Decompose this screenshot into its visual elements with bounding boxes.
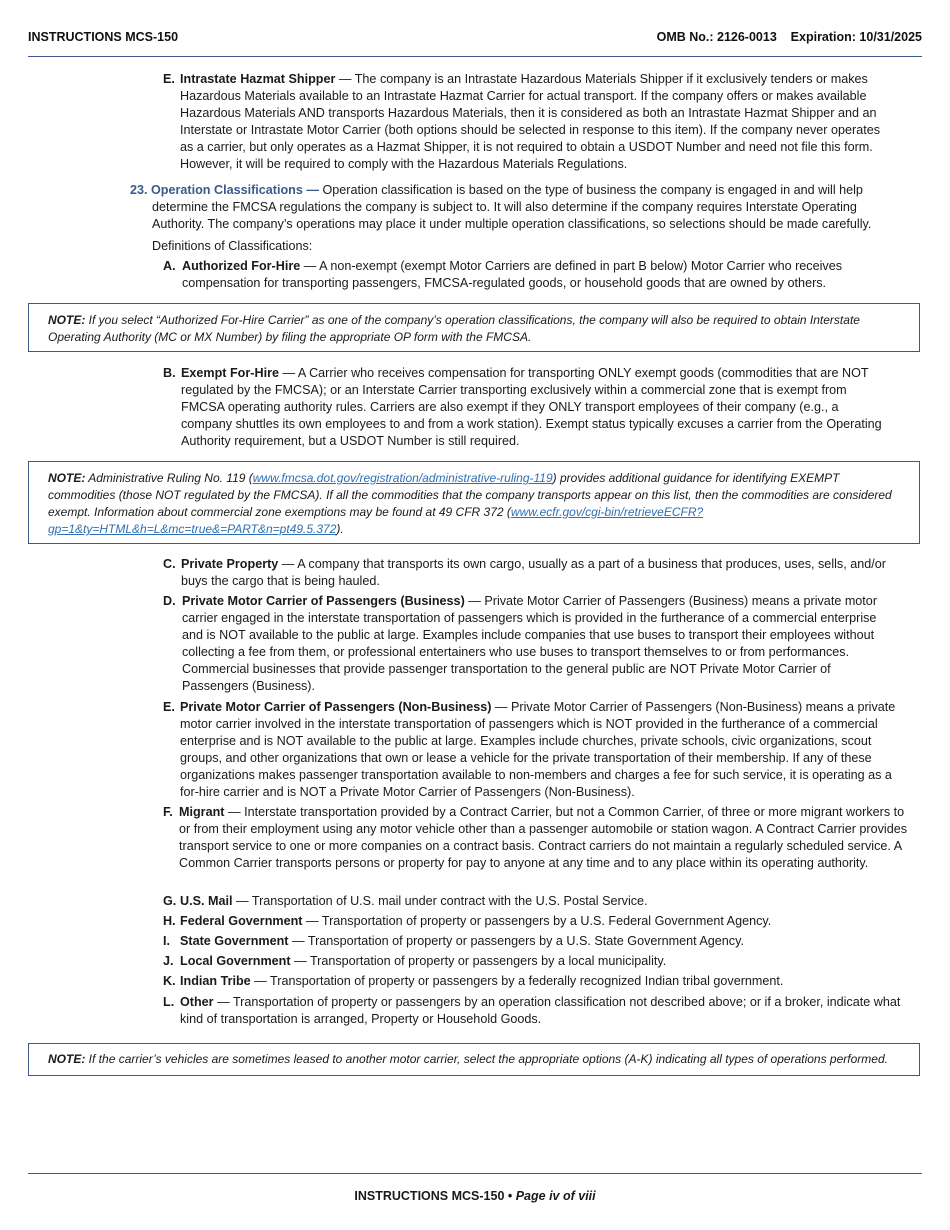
classification-a	[163, 258, 883, 292]
item-letter: K.	[163, 974, 176, 988]
classification-j	[163, 953, 903, 970]
note-text: If the carrier’s vehicles are sometimes leased to another motor carrier, select the appropriate options (A-K) indicating all types of operations performed.	[85, 1052, 888, 1066]
item-title: Private Property	[181, 557, 279, 571]
item-title: State Government	[180, 934, 289, 948]
item-text: — The company is an Intrastate Hazardous Materials Shipper if it exclusively tenders or makes Hazardous Materials available to an Intrastate Hazmat Carrier for actual transport. If the company offers or makes available Hazardous Materials AND transports Hazardous Materials, then it is considered as both an Intrastate Hazmat Shipper and an Interstate or Intrastate Motor Carrier (both options should be selected in response to this item). If the company never operates as a carrier, but only operates as a Hazmat Shipper, it is not required to obtain a USDOT Number and need not file this form. However, it will be required to comply with the Hazardous Materials Regulations.	[180, 72, 881, 171]
classification-g	[163, 893, 903, 910]
classification-h	[163, 913, 903, 930]
item-letter: C.	[163, 557, 176, 571]
ecfr-link[interactable]: www.ecfr.gov/cgi-bin/retrieveECFR?gp=1&ty=HTML&h=L&mc=true&=PART&n=pt49.5.372	[48, 505, 704, 536]
item-text: — Transportation of property or passengers by an operation classification not described above; or if a broker, indicate what kind of transportation is arranged, Property or Household Goods.	[180, 995, 901, 1026]
item-title: Local Government	[180, 954, 291, 968]
omb-expiration: OMB No.: 2126-0013 Expiration: 10/31/2025	[656, 30, 922, 44]
item-text: — Transportation of property or passengers by a federally recognized Indian tribal government.	[250, 974, 784, 988]
note-text: Administrative Ruling No. 119 (	[85, 471, 253, 485]
item-letter: I.	[163, 934, 170, 948]
item-letter: F.	[163, 805, 173, 819]
item-title: Exempt For-Hire	[181, 366, 279, 380]
page-footer	[0, 1189, 950, 1203]
item-text: — A company that transports its own cargo, usually as a part of a business that produces, uses, sells, and/or buys the cargo that is being hauled.	[181, 557, 886, 588]
classification-b	[163, 365, 885, 450]
note-label: NOTE:	[48, 313, 86, 327]
note-text: ) provides additional guidance for identifying EXEMPT commodities (those NOT regulated by the FMCSA). If all the commodities that the company transports appear on this list, then the commodities are considered exempt. Information about commercial zone exemptions may be found at 49 CFR 372 (	[48, 471, 892, 519]
classification-d	[163, 593, 893, 695]
item-letter: L.	[163, 995, 175, 1009]
page-number: Page iv of viii	[515, 1189, 596, 1203]
note-label: NOTE:	[48, 471, 86, 485]
item-title: Indian Tribe	[180, 974, 251, 988]
item-letter: J.	[163, 954, 174, 968]
definitions-label: Definitions of Classifications:	[152, 239, 313, 253]
item-text: — Private Motor Carrier of Passengers (Non-Business) means a private motor carrier involved in the interstate transportation of passengers which is NOT provided in the furtherance of a commercial enterprise and is NOT available to the public at large. Examples include churches, private schools, civic organizations, scout groups, and other organizations that own or lease a vehicle for the private transportation of their membership. If any of these organizations makes passenger transportation available to non-members and charges a fee for such service, it is operating as a for-hire carrier and is NOT a Private Motor Carrier of Passengers (Non-Business).	[180, 700, 896, 799]
footer-form-title: INSTRUCTIONS MCS-150 •	[354, 1189, 516, 1203]
note-text: If you select “Authorized For-Hire Carrier” as one of the company’s operation classifications, the company will also be required to obtain Interstate Operating Authority (MC or MX Number) by filing the appropriate OP form with the FMCSA.	[48, 313, 860, 344]
item-text: — Interstate transportation provided by a Contract Carrier, but not a Common Carrier, of three or more migrant workers to or from their employment using any motor vehicle other than a passenger automobile or station wagon. A Contract Carrier provides transport service to one or more companies on a contract basis. Contract carriers do not maintain a regularly scheduled service. A Common Carrier transports persons or property for pay to anyone at any time and to any place within its operating authority.	[179, 805, 908, 870]
item-text: — A non-exempt (exempt Motor Carriers are defined in part B below) Motor Carrier who receives compensation for transporting passengers, FMCSA-regulated goods, or household goods that are owned by others.	[182, 259, 842, 290]
section-23	[130, 182, 905, 233]
admin-ruling-link[interactable]: www.fmcsa.dot.gov/registration/administrative-ruling-119	[252, 471, 553, 485]
item-letter: H.	[163, 914, 176, 928]
item-title: Authorized For-Hire	[182, 259, 301, 273]
classification-e	[163, 699, 898, 801]
item-text: — Transportation of property or passengers by a local municipality.	[290, 954, 667, 968]
classification-k	[163, 973, 903, 990]
item-title: Intrastate Hazmat Shipper	[180, 72, 336, 86]
note-administrative-ruling	[28, 461, 920, 544]
footer-divider	[28, 1173, 922, 1174]
item-intrastate-hazmat-shipper	[163, 71, 891, 173]
item-title: Private Motor Carrier of Passengers (Non-Business)	[180, 700, 492, 714]
item-letter: D.	[163, 594, 176, 608]
note-text: ).	[336, 522, 344, 536]
classification-f	[163, 804, 908, 872]
item-letter: E.	[163, 72, 175, 86]
item-letter: B.	[163, 366, 176, 380]
item-letter: G.	[163, 894, 177, 908]
item-text: — Transportation of U.S. mail under contract with the U.S. Postal Service.	[232, 894, 648, 908]
classification-c	[163, 556, 908, 590]
item-letter: A.	[163, 259, 176, 273]
page-header	[28, 30, 922, 57]
item-title: Other	[180, 995, 214, 1009]
item-title: Private Motor Carrier of Passengers (Business)	[182, 594, 465, 608]
classification-l	[163, 994, 903, 1028]
item-title: Migrant	[179, 805, 225, 819]
item-letter: E.	[163, 700, 175, 714]
item-text: — Transportation of property or passengers by a U.S. State Government Agency.	[288, 934, 744, 948]
note-leased-vehicles	[28, 1043, 920, 1076]
classification-i	[163, 933, 903, 950]
note-label: NOTE:	[48, 1052, 86, 1066]
item-title: U.S. Mail	[180, 894, 233, 908]
item-text: — A Carrier who receives compensation for transporting ONLY exempt goods (commodities that are NOT regulated by the FMCSA); or an Interstate Carrier transporting exclusively within a commercial zone that is exempt from FMCSA operating authority rules. Carriers are also exempt if they ONLY transport employees of their company (e.g., a company shuttles its own employees to and from a work station). Exempt status typically excuses a carrier from the Operating Authority requirement, but a USDOT Number is still required.	[181, 366, 882, 448]
section-title: 23. Operation Classifications —	[130, 183, 319, 197]
note-authorized-for-hire	[28, 303, 920, 352]
form-title: INSTRUCTIONS MCS-150	[28, 30, 179, 44]
section-text: Operation classification is based on the type of business the company is engaged in and will help determine the FMCSA regulations the company is subject to. It will also determine if the company requires Interstate Operating Authority. The company’s operations may place it under multiple operation classifications, so selections should be made carefully.	[152, 183, 872, 231]
item-text: — Private Motor Carrier of Passengers (Business) means a private motor carrier engaged in the interstate transportation of passengers which is provided in the furtherance of a commercial enterprise and is NOT available to the public at large. Examples include companies that use buses to transport their employees without collecting a fee from them, or professional entertainers who use buses to transport themselves to or from performances. Commercial businesses that provide passenger transportation to the general public are NOT Private Motor Carrier of Passengers (Business).	[182, 594, 878, 693]
item-text: — Transportation of property or passengers by a U.S. Federal Government Agency.	[302, 914, 772, 928]
item-title: Federal Government	[180, 914, 303, 928]
